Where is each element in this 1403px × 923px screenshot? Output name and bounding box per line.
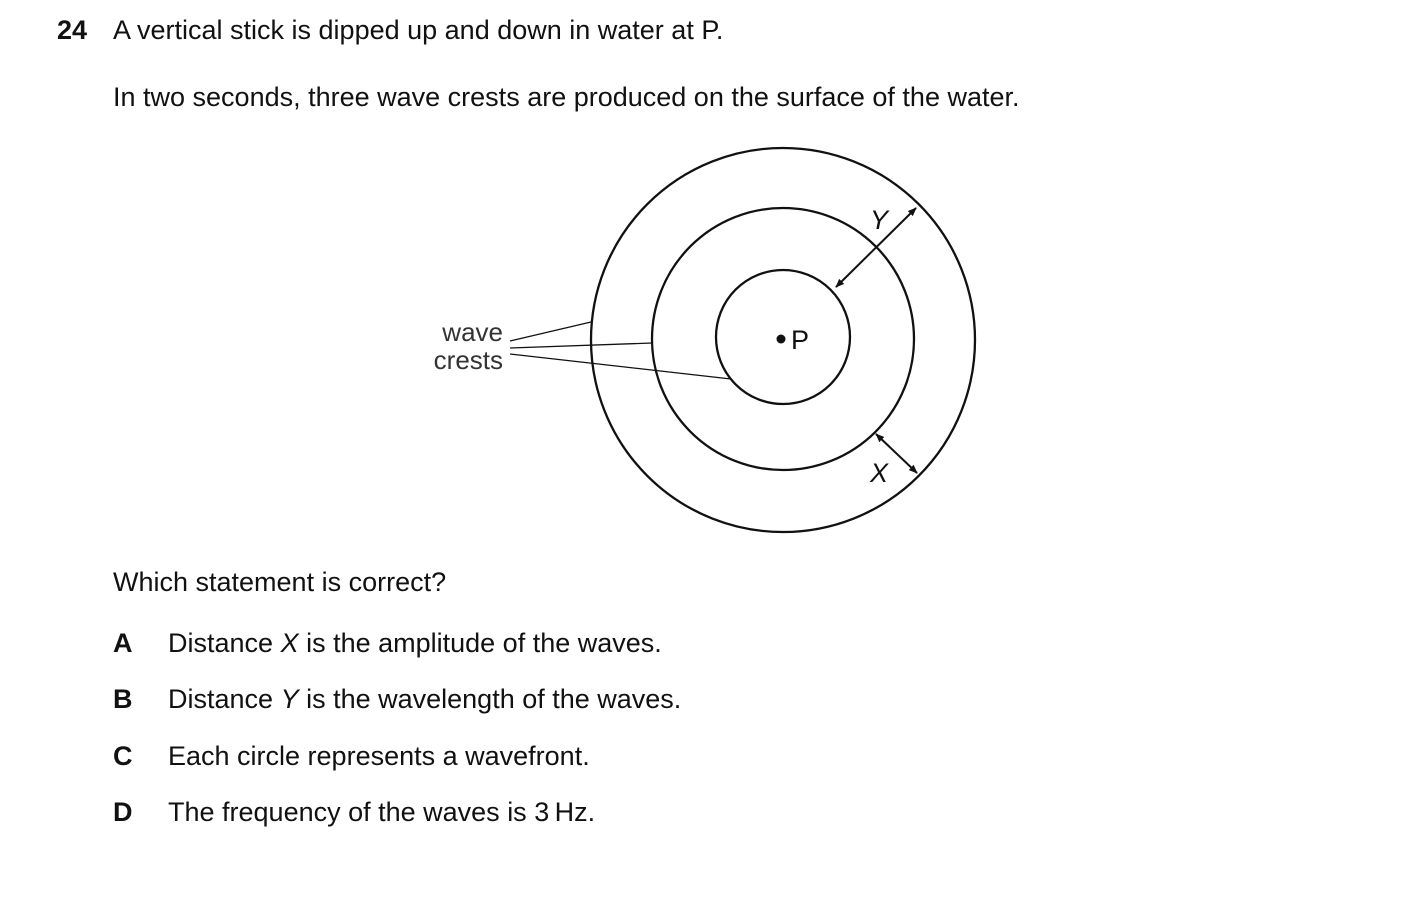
callout-label-line1: wave [442, 317, 503, 347]
option-b[interactable] [113, 684, 681, 715]
option-c-text: Each circle represents a wavefront. [168, 741, 590, 771]
option-a-text-before: Distance [168, 628, 281, 658]
option-c-letter: C [113, 741, 133, 771]
question-number: 24 [57, 15, 88, 45]
option-d-letter: D [113, 797, 133, 827]
distance-x-label: X [870, 458, 889, 488]
point-p-label: P [791, 325, 810, 355]
callout-leader-inner [510, 354, 731, 379]
callout-label-line2: crests [433, 345, 503, 375]
option-c[interactable] [113, 741, 590, 772]
option-b-letter: B [113, 684, 133, 714]
question-context: In two seconds, three wave crests are produced on the surface of the water. [113, 82, 1020, 112]
callout-leader-outer [510, 322, 591, 341]
option-b-variable: Y [280, 684, 299, 714]
option-a-variable: X [280, 628, 299, 658]
point-p-dot [777, 335, 786, 344]
option-b-text-after: is the wavelength of the waves. [298, 684, 682, 714]
option-d-text: The frequency of the waves is 3 Hz. [168, 797, 596, 827]
option-b-text-before: Distance [168, 684, 281, 714]
option-a[interactable] [113, 628, 662, 659]
question-stem: A vertical stick is dipped up and down in water at P. [113, 15, 724, 45]
option-d[interactable] [113, 797, 595, 828]
option-a-letter: A [113, 628, 133, 658]
question-prompt: Which statement is correct? [113, 567, 447, 597]
option-a-text-after: is the amplitude of the waves. [298, 628, 662, 658]
distance-y-label: Y [870, 205, 889, 235]
callout-leader-middle [510, 343, 652, 348]
